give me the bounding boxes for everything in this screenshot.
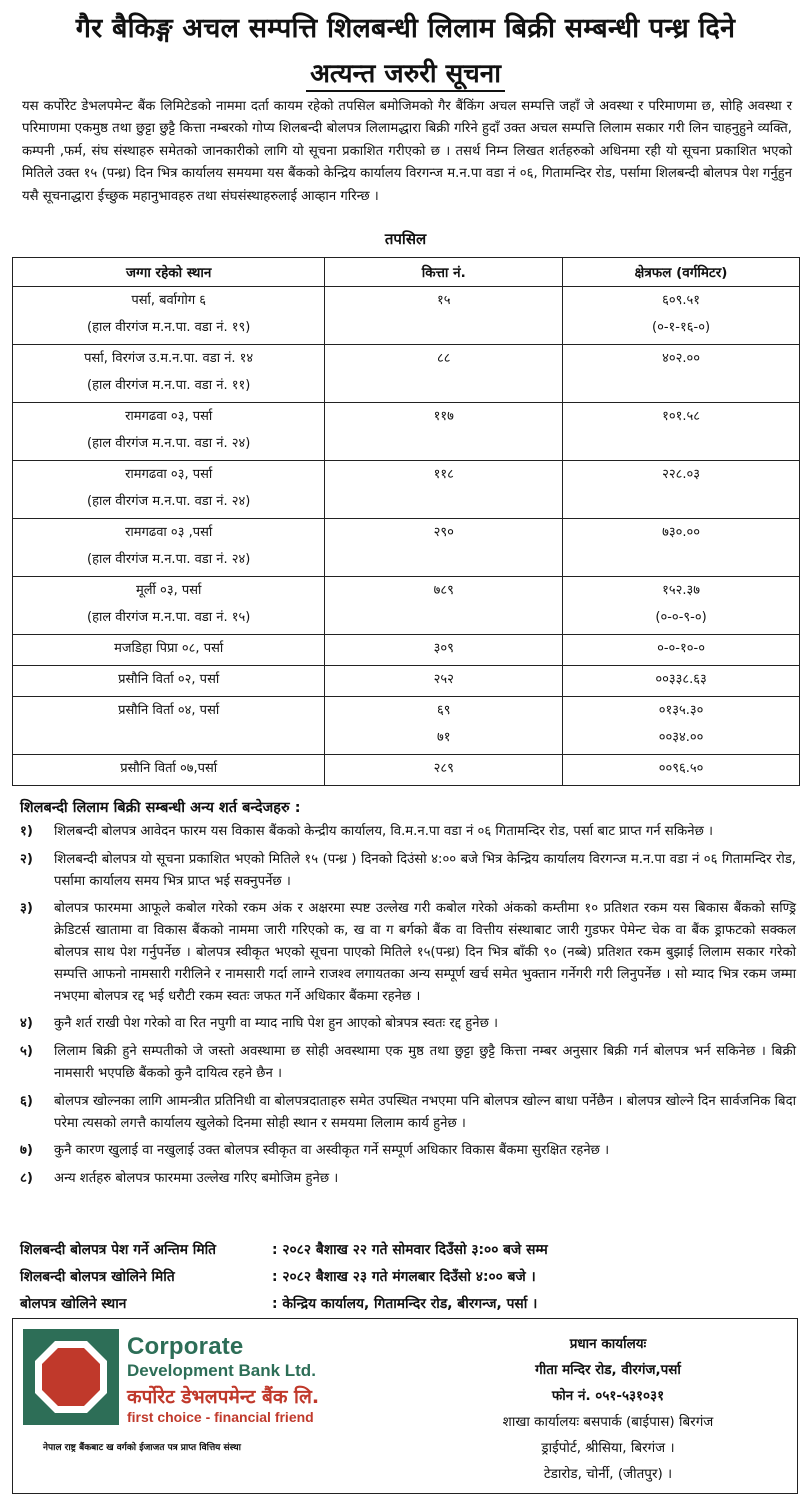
- kitta-cell: [325, 461, 563, 519]
- location-cell: [13, 403, 325, 461]
- term-number: ५): [20, 1044, 33, 1060]
- terms-list: [20, 821, 796, 1196]
- table-body: [13, 287, 800, 786]
- logo-name-nepali: कर्पोरेट डेभलपमेन्ट बैंक लि.: [127, 1386, 320, 1408]
- kitta-cell-line: ६९: [436, 703, 451, 718]
- opening-place: [20, 1294, 537, 1313]
- term-number: ७): [20, 1143, 33, 1159]
- term-text: कुनै शर्त राखी पेश गरेको वा रित नपुगी वा म्याद नाघि पेश हुन आएको बोत्रपत्र स्वतः रद्द हुनेछ ।: [54, 1016, 499, 1032]
- table-row: [13, 697, 800, 755]
- header-kitta: कित्ता नं.: [325, 258, 563, 287]
- notice-title: गैर बैकिङ्ग अचल सम्पत्ति शिलबन्धी लिलाम बिक्री सम्बन्धी पन्ध्र दिने: [75, 13, 736, 44]
- area-cell-line: २२८.०३: [662, 467, 700, 482]
- submission-deadline: [20, 1240, 548, 1259]
- term-text: बोलपत्र खोल्नका लागि आमन्त्रीत प्रतिनिधी वा बोलपत्रदाताहरु समेत उपस्थित नभएमा पनि बोलपत्र खोल्न बाधा पर्नेछैन । बोलपत्र खोल्ने दिन सार्वजनिक बिदा परेमा त्यसको लगत्तै कार्यालय खुलेको दिनमा सोही स्थान र समयमा लिलाम कार्य हुनेछ ।: [54, 1093, 796, 1131]
- kitta-cell: [325, 519, 563, 577]
- location-cell: [13, 577, 325, 635]
- term-text: बोलपत्र फारममा आफूले कबोल गरेको रकम अंक र अक्षरमा स्पष्ट उल्लेख गरी कबोल गरेको अंकको कम्तीमा १० प्रतिशत रकम यस बिकास बैंकको सण्ड्रि क्रेडिटर्स खातामा वा विकास बैंकको नाममा जारी गरिएको क, ख वा ग बर्गको बैंक वा वित्तीय संस्थाबाट जारी गुडफर पेमेन्ट चेक वा बैंक ड्राफटको सक्कल बोलपत्र साथ पेश गर्नुपर्नेछ । बोलपत्र स्वीकृत भएको सूचना पाएको मितिले १५(पन्ध्र) दिन भित्र बाँकी ९० (नब्बे) प्रतिशत रकम बुझाई लिलाम सकार गरेको सम्पत्ति आफनो नामसारी गरीलिने र नामसारी गर्दा लाग्ने राजश्व लगायतका अन्य सम्पूर्ण खर्च समेत भुक्तान गर्नेगरी गरी लिनुपर्नेछ । सो म्याद भित्र रकम जम्मा नभएमा बोलपत्र रद्द भई धरौटी रकम स्वतः जफत गर्ने अधिकार बैंकमा रहनेछ ।: [54, 901, 796, 1004]
- location-cell: [13, 755, 325, 786]
- location-cell-line: प्रसौनि विर्ता ०४, पर्सा: [118, 703, 220, 718]
- logo-name-line2: Development Bank Ltd.: [127, 1361, 316, 1380]
- bank-logo: [23, 1329, 363, 1453]
- table-row: [13, 461, 800, 519]
- location-cell-line: प्रसौनि विर्ता ०२, पर्सा: [118, 672, 220, 687]
- term-item: [20, 1013, 796, 1035]
- term-item: [20, 821, 796, 843]
- table-row: [13, 577, 800, 635]
- logo-tagline: first choice - financial friend: [127, 1409, 314, 1425]
- term-item: [20, 1041, 796, 1085]
- table-caption: तपसिल: [384, 230, 427, 248]
- table-row: [13, 403, 800, 461]
- area-cell-line: १५२.३७: [662, 583, 700, 598]
- term-text: कुनै कारण खुलाई वा नखुलाई उक्त बोलपत्र स्वीकृत वा अस्वीकृत गर्ने सम्पूर्ण अधिकार विकास बैंकमा सुरक्षित रहनेछ ।: [54, 1143, 610, 1159]
- kitta-cell-line: ८८: [436, 351, 451, 366]
- kitta-cell: [325, 345, 563, 403]
- location-cell-line: मूर्ली ०३, पर्सा: [135, 583, 202, 598]
- kitta-cell: [325, 577, 563, 635]
- location-cell: [13, 697, 325, 755]
- area-cell: [563, 577, 800, 635]
- area-cell: [563, 697, 800, 755]
- location-cell: [13, 461, 325, 519]
- terms-heading: शिलबन्दी लिलाम बिक्री सम्बन्धी अन्य शर्त बन्देजहरु :: [20, 800, 301, 816]
- area-cell-line: १०१.५८: [662, 409, 700, 424]
- table-row: [13, 519, 800, 577]
- kitta-cell: [325, 666, 563, 697]
- license-note: नेपाल राष्ट्र बैंकबाट ख वर्गको ईजाजत पत्र प्राप्त वित्तिय संस्था: [43, 1443, 242, 1453]
- area-cell-line: ०-०-१०-०: [657, 641, 705, 656]
- area-cell-line: ००९६.५०: [658, 761, 704, 776]
- location-cell-line: (हाल वीरगंज म.न.पा. वडा नं. २४): [87, 494, 251, 509]
- area-cell: [563, 345, 800, 403]
- term-number: १): [20, 824, 33, 839]
- table-row: [13, 635, 800, 666]
- term-text: अन्य शर्तहरु बोलपत्र फारममा उल्लेख गरिए बमोजिम हुनेछ ।: [54, 1171, 339, 1187]
- term-text: शिलबन्दी बोलपत्र आवेदन फारम यस विकास बैंकको केन्द्रीय कार्यालय, वि.म.न.पा वडा नं ०६ गितामन्दिर रोड, पर्सा बाट प्राप्त गर्न सकिनेछ ।: [54, 824, 714, 839]
- notice-subtitle: अत्यन्त जरुरी सूचना: [0, 54, 811, 90]
- table-row: [13, 345, 800, 403]
- location-cell: [13, 287, 325, 345]
- deadline-label: शिलबन्दी बोलपत्र खोलिने मिति: [20, 1269, 175, 1285]
- kitta-cell-line: ११७: [433, 409, 454, 424]
- office-heading: प्रधान कार्यालयः: [569, 1336, 647, 1352]
- area-cell-line: (०-०-९-०): [655, 610, 707, 625]
- area-cell: [563, 666, 800, 697]
- area-cell-line: ६०९.५१: [662, 293, 700, 308]
- location-cell: [13, 635, 325, 666]
- location-cell: [13, 519, 325, 577]
- kitta-cell: [325, 635, 563, 666]
- header-location: जग्गा रहेको स्थान: [13, 258, 325, 287]
- area-cell: [563, 635, 800, 666]
- area-cell-line: (०-१-१६-०): [652, 320, 711, 335]
- area-cell-line: ००३४.००: [658, 730, 704, 745]
- location-cell-line: पर्सा, विरगंज उ.म.न.पा. वडा नं. १४: [84, 351, 254, 366]
- deadline-label: शिलबन्दी बोलपत्र पेश गर्ने अन्तिम मिति: [20, 1242, 217, 1258]
- table-header-row: [13, 258, 800, 287]
- kitta-cell-line: ११८: [433, 467, 454, 482]
- kitta-cell: [325, 755, 563, 786]
- area-cell-line: ००३३८.६३: [655, 672, 707, 687]
- area-cell: [563, 519, 800, 577]
- term-text: लिलाम बिक्री हुने सम्पतीको जे जस्तो अवस्थामा छ सोही अवस्थामा एक मुष्ठ तथा छुट्टा छुट्टै कित्ता नम्बर अनुसार बिक्री गर्न बोलपत्र भर्न सकिनेछ । बिक्री नामसारी भएपछि बैंकको कुनै दायित्व रहने छैन ।: [54, 1044, 796, 1081]
- kitta-cell-line: ७८९: [433, 583, 454, 598]
- location-cell: [13, 666, 325, 697]
- kitta-cell: [325, 287, 563, 345]
- term-item: [20, 1168, 796, 1190]
- deadline-value: : केन्द्रिय कार्यालय, गितामन्दिर रोड, बीरगन्ज, पर्सा ।: [272, 1296, 538, 1312]
- location-cell: [13, 345, 325, 403]
- footer-box: [12, 1318, 798, 1494]
- area-cell: [563, 461, 800, 519]
- term-item: [20, 1140, 796, 1162]
- area-cell: [563, 403, 800, 461]
- office-contact: [433, 1331, 783, 1487]
- location-cell-line: प्रसौनि विर्ता ०७,पर्सा: [120, 761, 218, 776]
- branch-office-1: शाखा कार्यालयः बसपार्क (बाईपास) बिरगंज: [502, 1414, 714, 1430]
- logo-name-line1: Corporate: [127, 1333, 244, 1360]
- location-cell-line: पर्सा, बर्वागोग ६: [131, 293, 207, 308]
- location-cell-line: (हाल वीरगंज म.न.पा. वडा नं. ११): [87, 378, 251, 393]
- area-cell-line: ०१३५.३०: [658, 703, 704, 718]
- term-number: ४): [20, 1016, 33, 1032]
- area-cell-line: ४०२.००: [662, 351, 700, 366]
- deadline-label: बोलपत्र खोलिने स्थान: [20, 1296, 127, 1312]
- kitta-cell-line: २५२: [433, 672, 454, 687]
- location-cell-line: रामगढवा ०३ ,पर्सा: [125, 525, 213, 540]
- property-table: [12, 257, 800, 786]
- term-item: [20, 1091, 796, 1135]
- location-cell-line: रामगढवा ०३, पर्सा: [125, 409, 213, 424]
- office-phone: फोन नं. ०५१-५३१०३१: [551, 1388, 665, 1404]
- kitta-cell-line: ७१: [436, 730, 451, 745]
- kitta-cell-line: १५: [436, 293, 451, 308]
- location-cell-line: रामगढवा ०३, पर्सा: [125, 467, 213, 482]
- office-address: गीता मन्दिर रोड, वीरगंज,पर्सा: [535, 1362, 681, 1378]
- kitta-cell-line: २८९: [433, 761, 454, 776]
- deadline-value: : २०८२ बैशाख २२ गते सोमवार दिउँसो ३:०० बजे सम्म: [272, 1242, 548, 1258]
- location-cell-line: (हाल वीरगंज म.न.पा. वडा नं. १९): [87, 320, 251, 335]
- opening-date: [20, 1267, 536, 1286]
- area-cell: [563, 755, 800, 786]
- location-cell-line: (हाल वीरगंज म.न.पा. वडा नं. २४): [87, 436, 251, 451]
- table-row: [13, 666, 800, 697]
- term-item: [20, 898, 796, 1007]
- area-cell: [563, 287, 800, 345]
- area-cell-line: ७३०.००: [662, 525, 700, 540]
- intro-paragraph: यस कर्पोरेट डेभलपमेन्ट बैंक लिमिटेडको नाममा दर्ता कायम रहेको तपसिल बमोजिमको गैर बैंकिंग अचल सम्पत्ति जहाँ जे अवस्था र परिमाणमा छ, सोहि अवस्था र परिमाणमा एकमुष्ठ तथा छुट्टा छुट्टै कित्ता नम्बरको गोप्य शिलबन्दी बोलपत्र लिलामद्धारा बिक्री गरिने हुदाँ उक्त अचल सम्पत्ति लिलाम सकार गरी लिन चाहनुहुने व्यक्ति, कम्पनी ,फर्म, संघ संस्थाहरु समेतको जानकारीको लागि यो सूचना प्रकाशित गरीएको छ । तसर्थ निम्न लिखत शर्तहरुको अधिनमा रही यो सूचना प्रकाशित भएको मितिले उक्त १५ (पन्ध्र) दिन भित्र कार्यालय समयमा यस बैंकको केन्द्रिय कार्यालय विरगन्ज म.न.पा वडा नं ०६, गितामन्दिर रोड, पर्सामा शिलबन्दी बोलपत्र पेश गर्नुहुन यसै सूचनाद्धारा ईच्छुक महानुभावहरु तथा संघसंस्थाहरुलाई आव्हान गरिन्छ ।: [22, 99, 792, 204]
- table-row: [13, 755, 800, 786]
- kitta-cell: [325, 403, 563, 461]
- deadline-value: : २०८२ बैशाख २३ गते मंगलबार दिउँसो ४:०० बजे ।: [272, 1269, 536, 1285]
- kitta-cell-line: ३०९: [433, 641, 454, 656]
- term-number: २): [20, 851, 33, 867]
- term-number: ८): [20, 1171, 33, 1187]
- location-cell-line: (हाल वीरगंज म.न.पा. वडा नं. २४): [87, 552, 251, 567]
- location-cell-line: (हाल वीरगंज म.न.पा. वडा नं. १५): [87, 610, 251, 625]
- term-number: ६): [20, 1093, 33, 1109]
- kitta-cell-line: २९०: [433, 525, 454, 540]
- table-row: [13, 287, 800, 345]
- header-area: क्षेत्रफल (वर्गमिटर): [563, 258, 800, 287]
- term-item: [20, 849, 796, 893]
- term-text: शिलबन्दी बोलपत्र यो सूचना प्रकाशित भएको मितिले १५ (पन्ध्र ) दिनको दिउंसो ४:०० बजे भित्र केन्द्रिय कार्यालय विरगन्ज म.न.पा वडा नं ०६ गितामन्दिर रोड, पर्सामा कार्यालय समय भित्र प्राप्त भई सक्नुपर्नेछ ।: [54, 851, 796, 889]
- kitta-cell: [325, 697, 563, 755]
- branch-office-3: टेडारोड, चोर्नी, (जीतपुर) ।: [543, 1466, 673, 1482]
- term-number: ३): [20, 901, 33, 917]
- branch-office-2: ड्राईपोर्ट, श्रीसिया, बिरगंज ।: [541, 1440, 675, 1456]
- location-cell-line: मजडिहा पिप्रा ०८, पर्सा: [114, 641, 224, 656]
- octagon-logo-icon: [23, 1329, 119, 1425]
